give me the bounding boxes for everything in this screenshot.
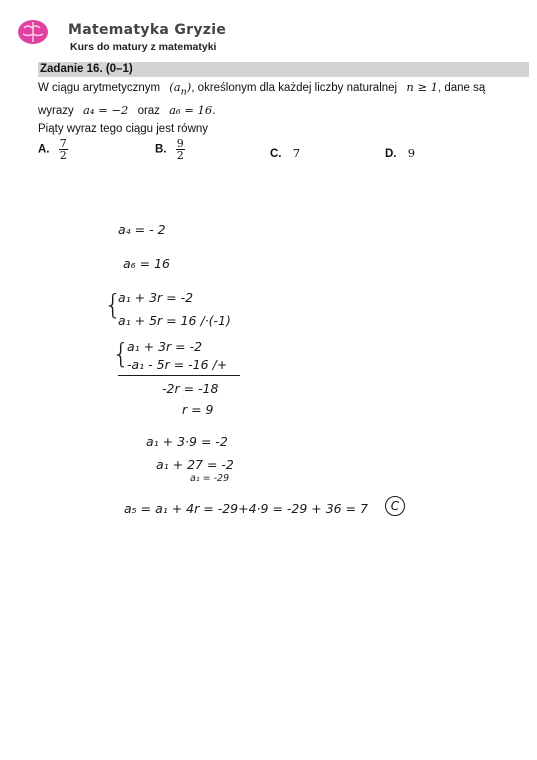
solution-line: -a₁ - 5r = -16 /+ bbox=[127, 357, 228, 372]
solution-line: a₁ + 5r = 16 /·(-1) bbox=[118, 313, 231, 328]
solution-line: -2r = -18 bbox=[162, 381, 219, 396]
solution-line: a₁ + 3·9 = -2 bbox=[146, 434, 228, 449]
denominator: 2 bbox=[176, 149, 184, 162]
solution-line: a₄ = - 2 bbox=[118, 222, 166, 237]
problem-line-3: Piąty wyraz tego ciągu jest równy bbox=[38, 123, 209, 136]
seq-sub: n bbox=[180, 86, 187, 98]
answer-value: 9 bbox=[407, 146, 416, 160]
problem-statement bbox=[38, 78, 518, 138]
denominator: 2 bbox=[59, 149, 67, 162]
brand-title: Matematyka Gryzie bbox=[68, 22, 227, 38]
answer-c[interactable] bbox=[270, 146, 300, 160]
text-fragment: , dane są bbox=[437, 82, 486, 94]
answer-label: D. bbox=[385, 148, 397, 160]
circled-letter: C bbox=[390, 499, 400, 513]
text-fragment: W ciągu arytmetycznym bbox=[38, 82, 161, 94]
brain-icon bbox=[16, 18, 50, 46]
answer-label: C. bbox=[270, 148, 282, 160]
numerator: 7 bbox=[59, 137, 67, 150]
brand-subtitle: Kurs do matury z matematyki bbox=[70, 41, 217, 53]
text-fragment: wyrazy bbox=[38, 105, 74, 118]
answer-a[interactable] bbox=[38, 138, 68, 161]
circled-answer bbox=[385, 496, 405, 516]
solution-line: a₁ + 3r = -2 bbox=[118, 290, 194, 305]
answer-fraction bbox=[176, 138, 185, 161]
solution-line: a₁ + 3r = -2 bbox=[127, 339, 203, 354]
text-fragment: oraz bbox=[137, 105, 160, 118]
solution-line: a₁ + 27 = -2 bbox=[156, 457, 234, 472]
problem-line-1 bbox=[38, 78, 518, 101]
answer-options bbox=[38, 138, 518, 168]
answer-fraction bbox=[59, 138, 68, 161]
solution-line: a₆ = 16 bbox=[123, 256, 170, 271]
sum-underline bbox=[118, 375, 240, 376]
system-brace: { bbox=[104, 288, 122, 321]
answer-d[interactable] bbox=[385, 146, 415, 160]
numerator: 9 bbox=[176, 137, 184, 150]
answer-label: B. bbox=[155, 143, 167, 156]
seq-open: (a bbox=[169, 80, 181, 94]
page-header bbox=[16, 12, 521, 52]
task-title: Zadanie 16. (0–1) bbox=[40, 63, 133, 75]
answer-value: 7 bbox=[292, 146, 301, 160]
task-header-bar bbox=[38, 62, 529, 77]
text-fragment: , określonym dla każdej liczby naturalnej bbox=[191, 82, 398, 94]
sequence-symbol bbox=[169, 80, 192, 98]
solution-line: a₅ = a₁ + 4r = -29+4·9 = -29 + 36 = 7 bbox=[124, 501, 369, 516]
solution-line: r = 9 bbox=[182, 402, 214, 417]
condition-math: n ≥ 1 bbox=[406, 80, 438, 94]
a6-math: a₆ = 16. bbox=[169, 103, 216, 118]
system-brace: { bbox=[112, 337, 130, 370]
answer-b[interactable] bbox=[155, 138, 185, 161]
answer-label: A. bbox=[38, 143, 50, 156]
a4-math: a₄ = −2 bbox=[82, 103, 129, 118]
seq-close: ) bbox=[186, 80, 192, 94]
solution-line: a₁ = -29 bbox=[190, 473, 230, 484]
problem-line-2 bbox=[38, 101, 518, 120]
